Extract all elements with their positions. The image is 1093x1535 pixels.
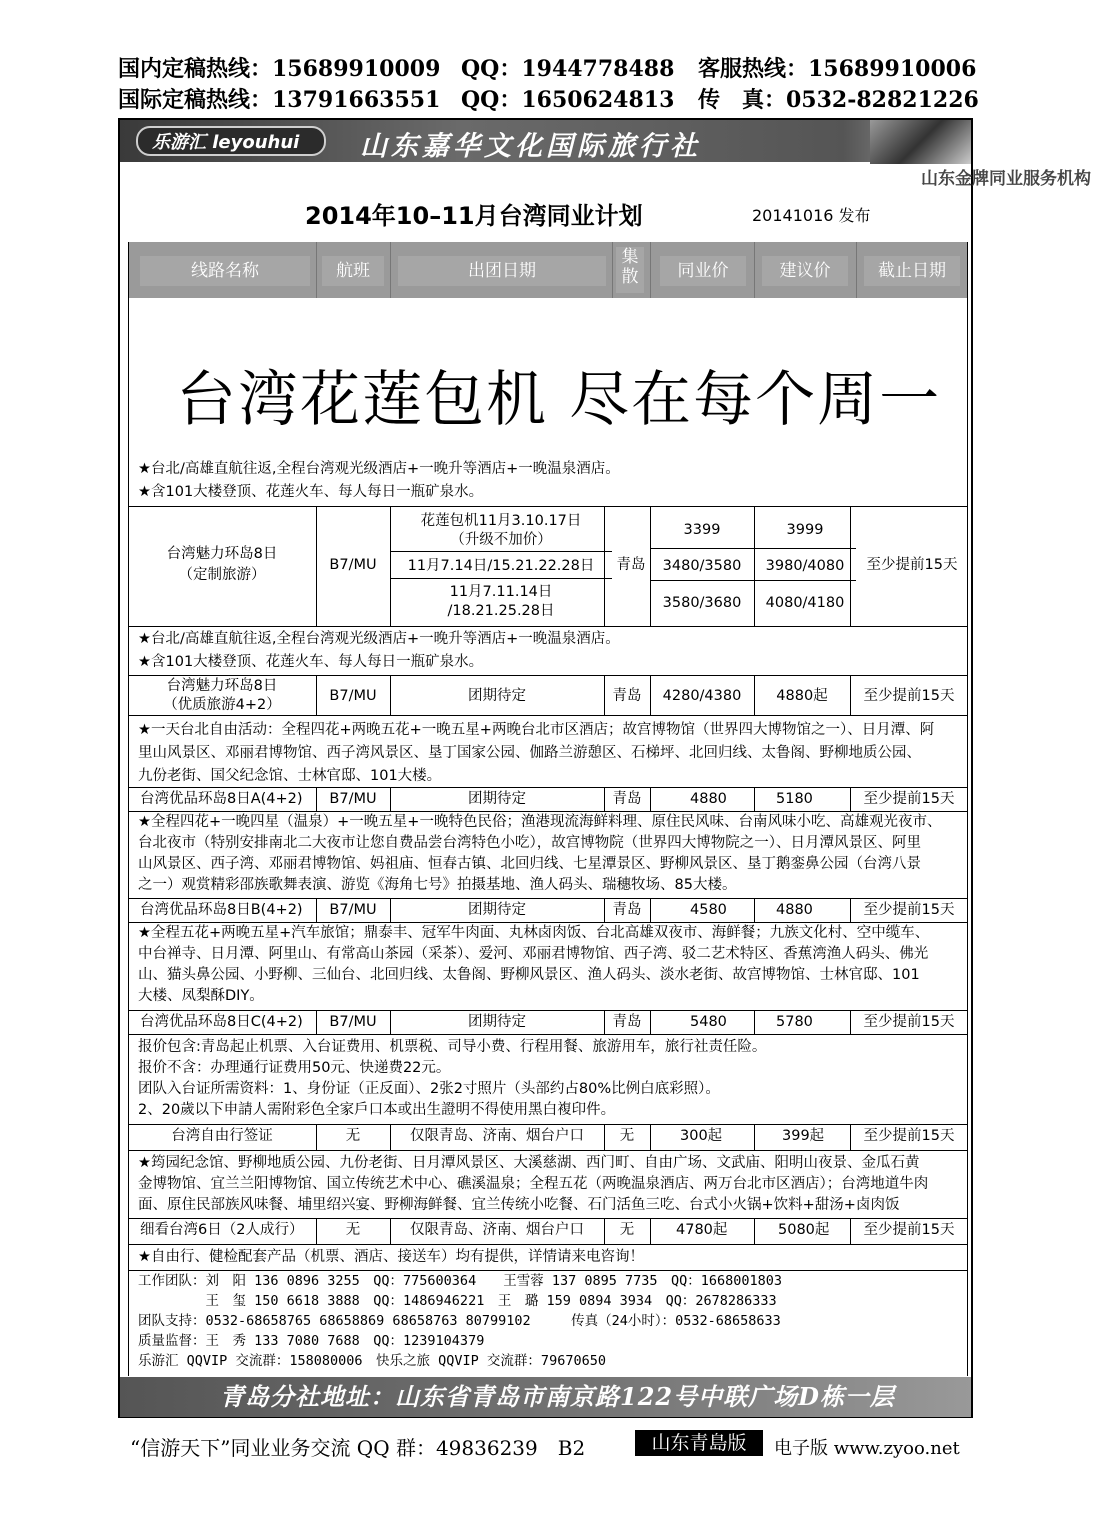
qq-1: QQ：1944778488 bbox=[461, 56, 675, 82]
sec1-date-3: 11月7.11.14日 bbox=[449, 584, 553, 600]
sec1-suggest-3: 4080/4180 bbox=[765, 595, 845, 611]
sec1-peer-3: 3580/3680 bbox=[662, 595, 742, 611]
sec4-deadline: 至少提前15天 bbox=[863, 902, 955, 918]
sec6-peer: 300起 bbox=[680, 1128, 723, 1144]
agency-name: 山东嘉华文化国际旅行社 bbox=[360, 131, 701, 162]
col-route: 线路名称 bbox=[140, 256, 310, 286]
sec1-hub: 青岛 bbox=[616, 557, 646, 573]
branch-address: 青岛分社地址：山东省青岛市南京路122号中联广场D栋一层 bbox=[120, 1377, 971, 1417]
sec3-peer: 4880 bbox=[690, 791, 727, 807]
sec5-date: 团期待定 bbox=[468, 1014, 526, 1030]
sec2-date: 团期待定 bbox=[468, 688, 526, 704]
sec2-route-sub: （优质旅游4+2） bbox=[163, 697, 281, 713]
sec5-note-2: 中台禅寺、日月潭、阿里山、有常高山茶园（采茶）、爱河、邓丽君博物馆、西子湾、驳二艺术特区、香蕉湾渔人码头、佛光 bbox=[138, 946, 929, 962]
sec2-peer: 4280/4380 bbox=[662, 688, 742, 704]
col-hub: 集散 bbox=[616, 247, 644, 293]
sec1-flight: B7/MU bbox=[329, 557, 377, 573]
sec3-hub: 青岛 bbox=[612, 791, 642, 807]
headline-slogan: 台湾花莲包机 尽在每个周一 bbox=[176, 365, 942, 435]
sec4-date: 团期待定 bbox=[468, 902, 526, 918]
sec7-hub: 无 bbox=[619, 1222, 635, 1238]
sec6-suggest: 399起 bbox=[782, 1128, 825, 1144]
sec4-note-3: 山风景区、西子湾、邓丽君博物馆、妈祖庙、恒春古镇、北回归线、七星潭景区、野柳风景区、垦丁鹅銮鼻公园（台湾八景 bbox=[138, 856, 921, 872]
banner-tagline: 山东金牌同业服务机构 bbox=[921, 169, 1091, 189]
publish-date: 20141016 发布 bbox=[752, 206, 871, 225]
sec5-peer: 5480 bbox=[690, 1014, 727, 1030]
domestic-hotline: 国内定稿热线：15689910009 bbox=[118, 56, 441, 82]
sec3-note-3: 九份老街、国父纪念馆、士林官邸、101大楼。 bbox=[138, 768, 442, 784]
sec4-hub: 青岛 bbox=[612, 902, 642, 918]
terms-excluded: 报价不含：办理通行证费用50元、快递费22元。 bbox=[138, 1060, 451, 1076]
sec2-deadline: 至少提前15天 bbox=[863, 688, 955, 704]
sec1-peer-1: 3399 bbox=[683, 522, 721, 538]
sec3-route: 台湾优品环岛8日A(4+2) bbox=[140, 791, 303, 807]
sec7-date: 仅限青岛、济南、烟台户口 bbox=[410, 1222, 584, 1238]
sec2-suggest: 4880起 bbox=[776, 688, 828, 704]
sec5-deadline: 至少提前15天 bbox=[863, 1014, 955, 1030]
sec3-note-1: ★一天台北自由活动：全程四花+两晚五花+一晚五星+两晚台北市区酒店；故宫博物馆（世界四大博物馆之一）、日月潭、阿 bbox=[138, 722, 935, 738]
sec2-note-1: ★台北/高雄直航往返,全程台湾观光级酒店+一晚升等酒店+一晚温泉酒店。 bbox=[138, 631, 620, 647]
contact-team-2: 王 玺 150 6618 3888 QQ：1486946221 王 璐 159 0894 3934 QQ：2678286333 bbox=[138, 1293, 777, 1309]
sec3-date: 团期待定 bbox=[468, 791, 526, 807]
sec5-suggest: 5780 bbox=[776, 1014, 813, 1030]
footer-qq-group: “信游天下”同业业务交流 QQ 群：49836239 B2 bbox=[130, 1436, 586, 1460]
leyouhui-logo: 乐游汇 leyouhui bbox=[136, 126, 326, 156]
terms-documents: 团队入台证所需资料：1、身份证（正反面）、2张2寸照片（头部约占80%比例白底彩照）。 bbox=[138, 1081, 720, 1097]
sec1-peer-2: 3480/3580 bbox=[662, 558, 742, 574]
sec6-route: 台湾自由行签证 bbox=[171, 1128, 273, 1144]
sec6-note-1: ★筠园纪念馆、野柳地质公园、九份老街、日月潭风景区、大溪慈湖、西门町、自由广场、文武庙、阳明山夜景、金瓜石黄 bbox=[138, 1155, 920, 1171]
terms-included: 报价包含:青岛起止机票、入台证费用、机票税、司导小费、行程用餐、旅游用车，旅行社责任险。 bbox=[138, 1039, 767, 1055]
col-deadline: 截止日期 bbox=[864, 256, 960, 286]
sec6-date: 仅限青岛、济南、烟台户口 bbox=[410, 1128, 584, 1144]
sec7-deadline: 至少提前15天 bbox=[863, 1222, 955, 1238]
contact-quality: 质量监督：王 秀 133 7080 7688 QQ：1239104379 bbox=[138, 1333, 485, 1349]
qq-2: QQ：1650624813 bbox=[461, 87, 675, 113]
sec2-hub: 青岛 bbox=[612, 688, 642, 704]
sec5-note-1: ★全程五花+两晚五星+汽车旅馆；鼎泰丰、冠军牛肉面、丸林卤肉饭、台北高雄双夜市、海鲜餐；九族文化村、空中缆车、 bbox=[138, 925, 930, 941]
sec1-suggest-1: 3999 bbox=[786, 522, 824, 538]
footer-website: 电子版 www.zyoo.net bbox=[774, 1438, 960, 1459]
sec3-deadline: 至少提前15天 bbox=[863, 791, 955, 807]
contact-qq-groups: 乐游汇 QQVIP 交流群：158080006 快乐之旅 QQVIP 交流群：79670650 bbox=[138, 1353, 606, 1369]
sec5-note-3: 山、猫头鼻公园、小野柳、三仙台、北回归线、太鲁阁、野柳风景区、渔人码头、淡水老街、故宫博物馆、士林官邸、101 bbox=[138, 967, 920, 983]
sec1-suggest-2: 3980/4080 bbox=[765, 558, 845, 574]
sec7-route: 细看台湾6日（2人成行） bbox=[140, 1222, 304, 1238]
sec5-note-4: 大楼、凤梨酥DIY。 bbox=[138, 988, 264, 1004]
col-suggest-price: 建议价 bbox=[762, 256, 848, 286]
col-peer-price: 同业价 bbox=[660, 256, 746, 286]
sec6-hub: 无 bbox=[619, 1128, 635, 1144]
agency-banner bbox=[120, 120, 971, 162]
sec7-flight: 无 bbox=[345, 1222, 361, 1238]
terms-minors: 2、20歲以下申請人需附彩色全家戶口本或出生證明不得使用黑白複印件。 bbox=[138, 1102, 616, 1118]
service-hotline: 客服热线：15689910006 bbox=[698, 56, 977, 82]
contact-support: 团队支持：0532-68658765 68658869 68658763 80799102 传真（24小时）：0532-68658633 bbox=[138, 1313, 781, 1329]
sec1-note-1: ★台北/高雄直航往返,全程台湾观光级酒店+一晚升等酒店+一晚温泉酒店。 bbox=[138, 461, 620, 477]
edition-badge: 山东青島版 bbox=[635, 1430, 763, 1456]
sec6-deadline: 至少提前15天 bbox=[863, 1128, 955, 1144]
sec2-flight: B7/MU bbox=[329, 688, 377, 704]
sec1-date-1-sub: （升级不加价） bbox=[450, 532, 552, 548]
sec7-note: ★自由行、健检配套产品（机票、酒店、接送车）均有提供，详情请来电咨询！ bbox=[138, 1249, 644, 1265]
banner-photo bbox=[870, 120, 971, 164]
sec4-flight: B7/MU bbox=[329, 902, 377, 918]
contact-team-1: 工作团队：刘 阳 136 0896 3255 QQ：775600364 王雪蓉 137 0895 7735 QQ：1668001803 bbox=[138, 1273, 783, 1289]
sec3-suggest: 5180 bbox=[776, 791, 813, 807]
sec3-note-2: 里山风景区、邓丽君博物馆、西子湾风景区、垦丁国家公园、伽路兰游憩区、石梯坪、北回归线、太鲁阁、野柳地质公园、 bbox=[138, 745, 921, 761]
sec2-route: 台湾魅力环岛8日 bbox=[166, 678, 278, 694]
intl-hotline: 国际定稿热线：13791663551 bbox=[118, 87, 441, 113]
sec5-hub: 青岛 bbox=[612, 1014, 642, 1030]
sec1-note-2: ★含101大楼登顶、花莲火车、每人每日一瓶矿泉水。 bbox=[138, 484, 484, 500]
sec5-flight: B7/MU bbox=[329, 1014, 377, 1030]
sec4-note-1: ★全程四花+一晚四星（温泉）+一晚五星+一晚特色民俗；渔港现流海鲜料理、原住民风味、台南风味小吃、高雄观光夜市、 bbox=[138, 814, 942, 830]
sec1-route-sub: （定制旅游） bbox=[178, 567, 266, 583]
sec5-route: 台湾优品环岛8日C(4+2) bbox=[140, 1014, 303, 1030]
col-flight: 航班 bbox=[322, 256, 384, 286]
fax: 传 真：0532-82821226 bbox=[698, 87, 979, 113]
sec4-note-2: 台北夜市（特别安排南北二大夜市让您自费品尝台湾特色小吃），故宫博物院（世界四大博物院之一）、日月潭风景区、阿里 bbox=[138, 835, 921, 851]
sec3-flight: B7/MU bbox=[329, 791, 377, 807]
sec2-note-2: ★含101大楼登顶、花莲火车、每人每日一瓶矿泉水。 bbox=[138, 654, 484, 670]
sec1-date-2: 11月7.14日/15.21.22.28日 bbox=[407, 558, 595, 574]
sec6-flight: 无 bbox=[345, 1128, 361, 1144]
sec4-peer: 4580 bbox=[690, 902, 727, 918]
sec6-note-2: 金博物馆、宜兰兰阳博物馆、国立传统艺术中心、礁溪温泉；全程五花（两晚温泉酒店、两万台北市区酒店）；台湾地道牛肉 bbox=[138, 1176, 929, 1192]
page-title: 2014年10–11月台湾同业计划 bbox=[305, 202, 643, 230]
sec4-note-4: 之一）观赏精彩邵族歌舞表演、游览《海角七号》拍摄基地、渔人码头、瑞穗牧场、85大楼。 bbox=[138, 877, 737, 893]
sec1-date-1: 花莲包机11月3.10.17日 bbox=[420, 513, 582, 529]
sec7-suggest: 5080起 bbox=[778, 1222, 830, 1238]
sec1-deadline: 至少提前15天 bbox=[866, 557, 958, 573]
sec4-suggest: 4880 bbox=[776, 902, 813, 918]
sec4-route: 台湾优品环岛8日B(4+2) bbox=[140, 902, 303, 918]
sec1-date-3-sub: /18.21.25.28日 bbox=[447, 603, 555, 619]
sec7-peer: 4780起 bbox=[676, 1222, 728, 1238]
col-date: 出团日期 bbox=[398, 256, 606, 286]
sec1-route: 台湾魅力环岛8日 bbox=[166, 546, 278, 562]
sec6-note-3: 面、原住民部族风味餐、埔里绍兴宴、野柳海鲜餐、宜兰传统小吃餐、石门活鱼三吃、台式小火锅+饮料+甜汤+卤肉饭 bbox=[138, 1197, 900, 1213]
